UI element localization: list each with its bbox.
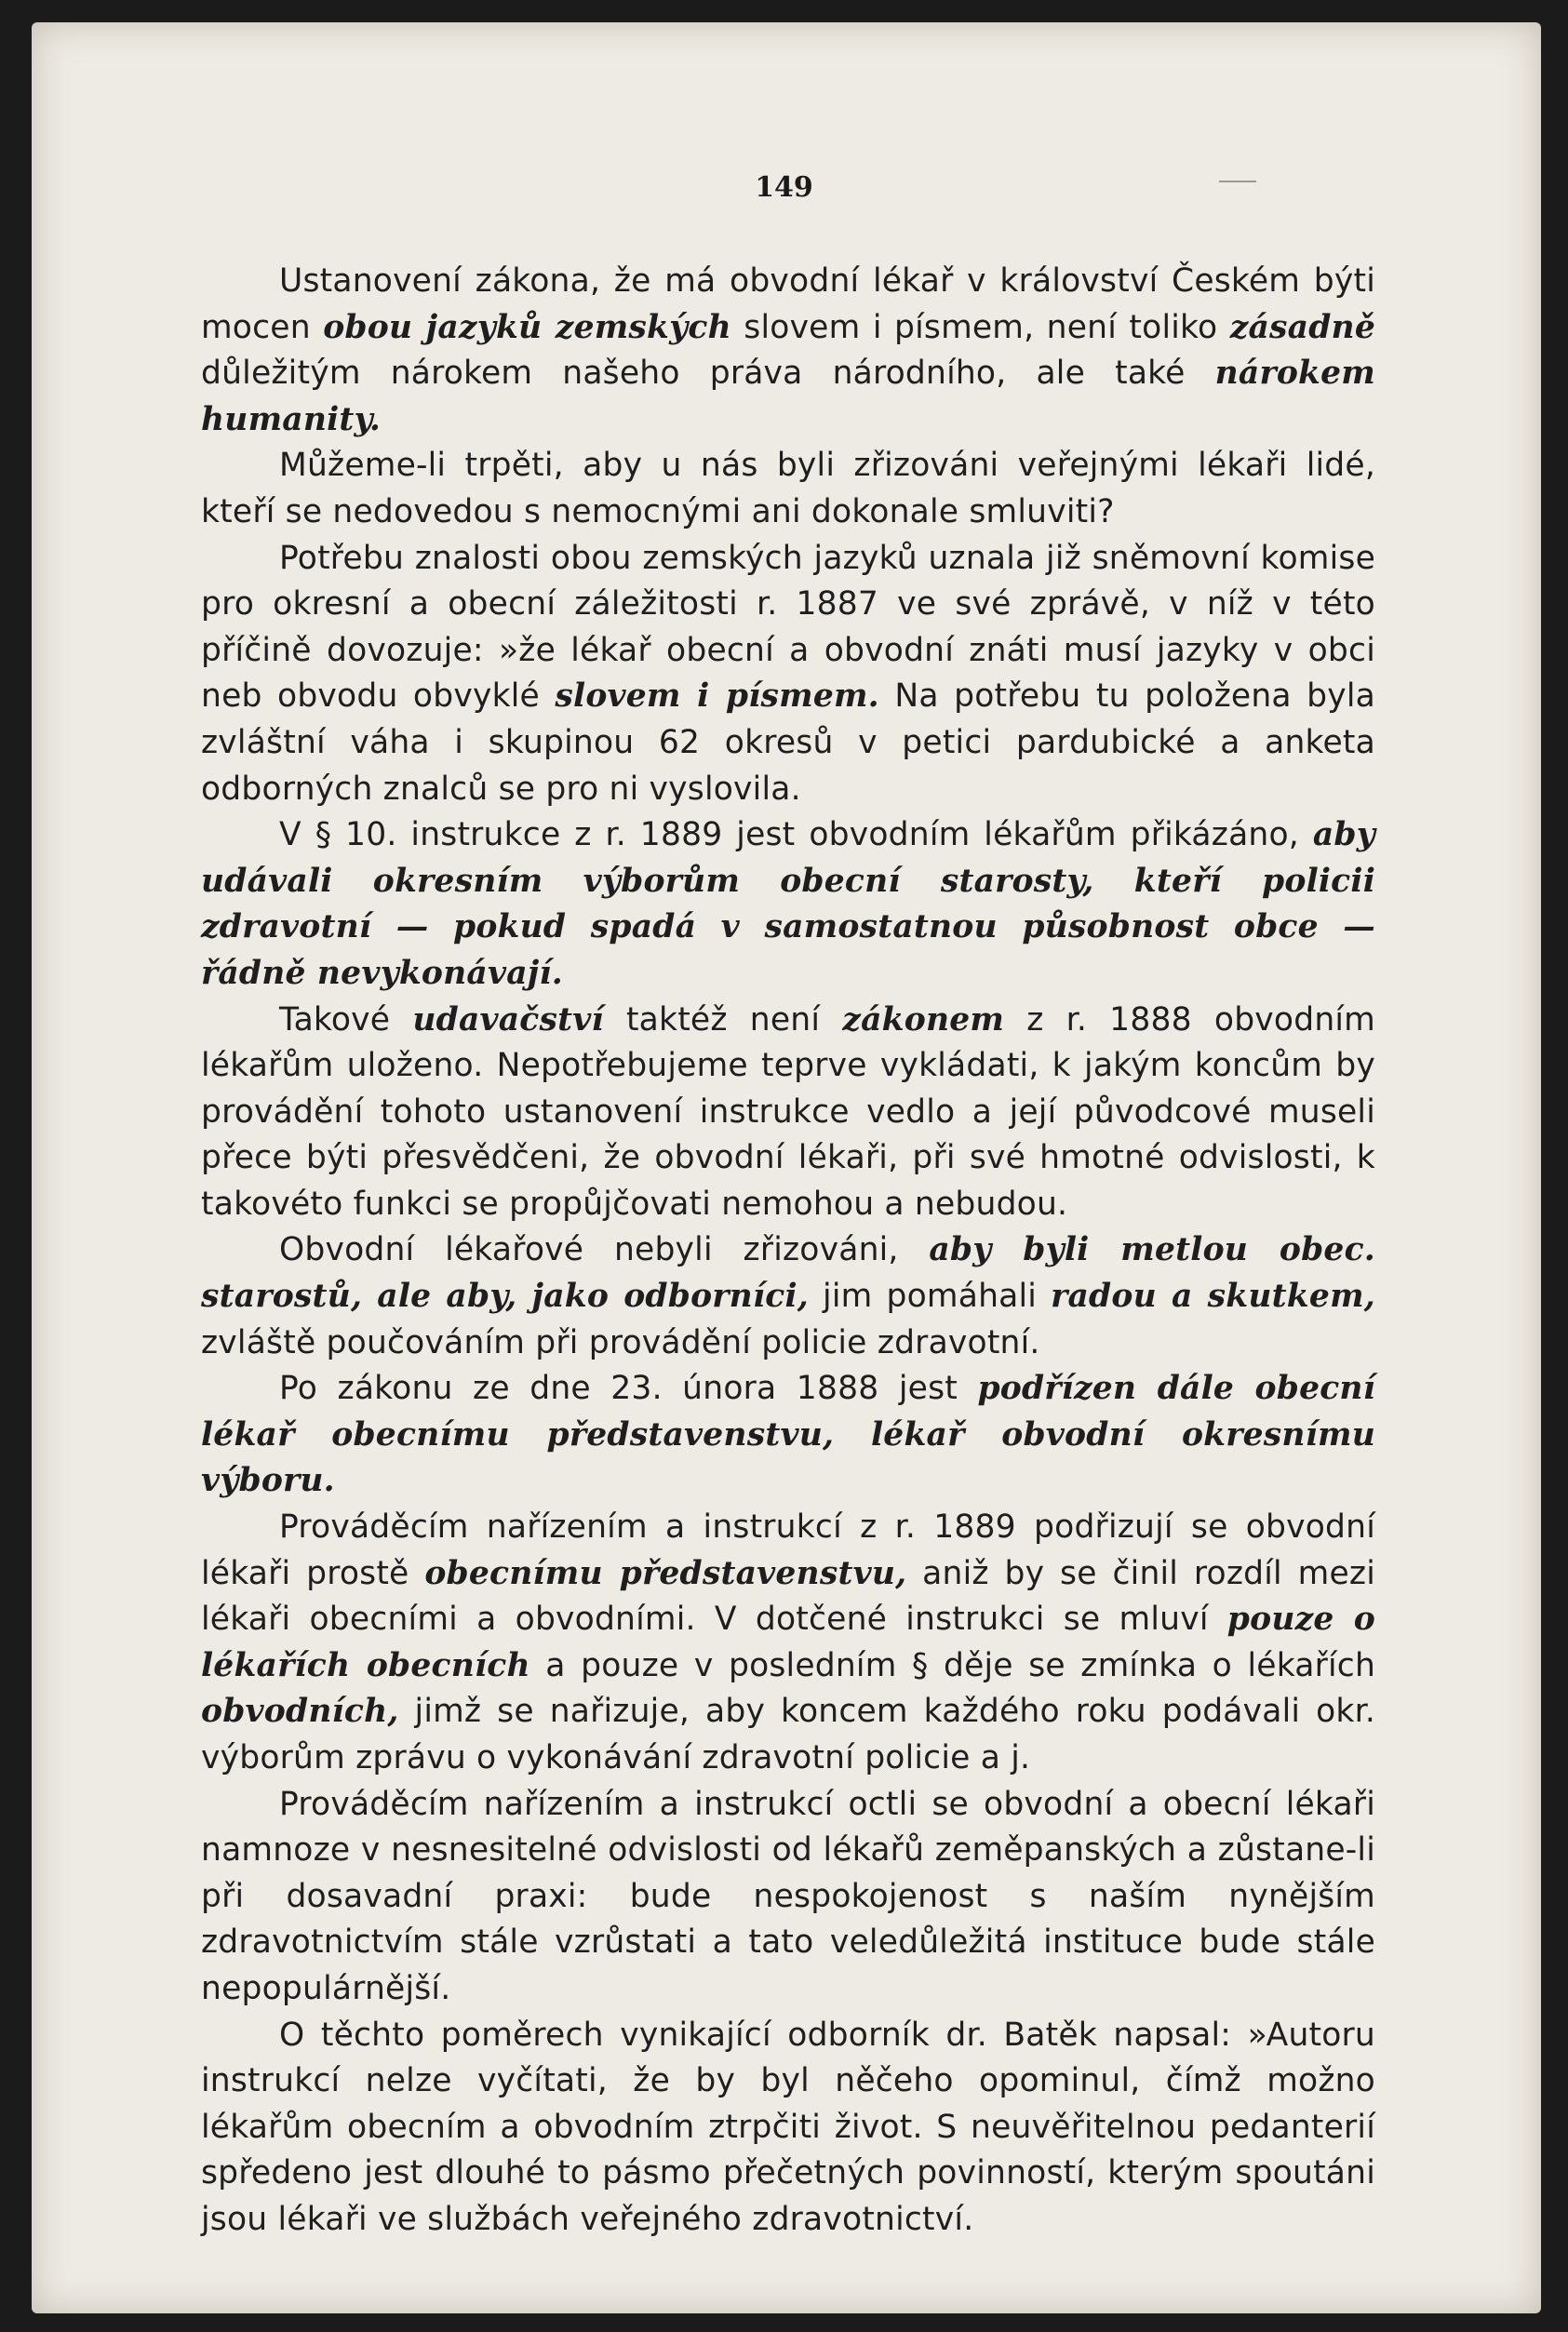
emphasized-text: radou a skutkem, xyxy=(1051,1278,1375,1316)
paragraph xyxy=(201,812,1375,997)
emphasized-text: udavačství xyxy=(412,1000,604,1039)
text-run: V § 10. instrukce z r. 1889 jest obvodním lékařům přikázáno, xyxy=(279,816,1313,854)
text-run: důležitým nárokem našeho práva národního, ale také xyxy=(201,355,1215,393)
emphasized-text: aby byli metlou obec. starostů, ale aby, jako odborníci, xyxy=(201,1231,1375,1316)
emphasized-text: podřízen dále obecní lékař obecnímu představenstvu, lékař obvodní okresnímu výboru. xyxy=(201,1370,1376,1500)
emphasized-text: pouze o lékařích obecních xyxy=(201,1601,1375,1684)
text-run: a pouze v posledním § děje se zmínka o lékařích xyxy=(529,1646,1376,1684)
emphasized-text: nárokem humanity. xyxy=(201,355,1375,438)
text-run: Prováděcím nařízením a instrukcí z r. 1889 podřizují se obvodní lékaři prostě xyxy=(201,1508,1375,1592)
text-run: zvláště poučováním při provádění policie zdravotní. xyxy=(201,1323,1040,1361)
text-run: Takové xyxy=(279,1000,413,1039)
emphasized-text: obvodních, xyxy=(201,1693,399,1731)
text-run: aniž by se činil rozdíl mezi lékaři obecními a obvodními. V dotčené instrukci se mluví xyxy=(201,1554,1375,1639)
text-run: slovem i písmem, není toliko xyxy=(730,308,1230,346)
paragraph xyxy=(201,1366,1375,1505)
text-run: taktéž není xyxy=(603,1000,843,1039)
paragraph xyxy=(201,1227,1375,1366)
text-run: O těchto poměrech vynikající odborník dr. Batěk napsal: »Autoru instrukcí nelze vyčítati, že by byl něčeho opominul, čímž možno lékařům obecním a obvodním ztrpčiti život. S neuvěřitelnou pedanterií spředeno jest dlouhé to pásmo přečetných povinností, kterým spoutáni jsou lékaři ve službách veřejného zdravotnictví. xyxy=(201,2016,1375,2238)
paragraph xyxy=(201,998,1375,1228)
text-run: Na potřebu tu položena byla zvláštní váha i skupinou 62 okresů v petici pardubické a anketa odborných znalců se pro ni vyslovila. xyxy=(201,677,1375,808)
emphasized-text: zákonem xyxy=(842,1000,1005,1039)
body-text xyxy=(201,259,1375,2244)
text-run: Po zákonu ze dne 23. února 1888 jest xyxy=(279,1370,978,1408)
text-run: Potřebu znalosti obou zemských jazyků uznala již sněmovní komise pro okresní a obecní záležitosti r. 1887 ve své zprávě, v níž v této příčině dovozuje: »že lékař obecní a obvodní znáti musí jazyky v obci neb obvodu obvyklé xyxy=(201,539,1375,716)
page-number: 149 xyxy=(755,171,813,204)
text-run: Prováděcím nařízením a instrukcí octli se obvodní a obecní lékaři namnoze v nesnesitelné odvislosti od lékařů zeměpanských a zůstane-li při dosavadní praxi: bude nespokojenost s naším nynějším zdravotnictvím stále vzrůstati a tato veledůležitá instituce bude stále nepopulárnější. xyxy=(201,1785,1375,2007)
text-run: Obvodní lékařové nebyli zřizováni, xyxy=(279,1231,930,1269)
emphasized-text: slovem i písmem. xyxy=(555,677,879,716)
text-run: z r. 1888 obvodním lékařům uloženo. Nepotřebujeme teprve vykládati, k jakým koncům by provádění tohoto ustanovení instrukce vedlo a její původcové museli přece býti přesvědčeni, že obvodní lékaři, při své hmotné odvislosti, k takovéto funkci se propůjčovati nemohou a nebudou. xyxy=(201,1000,1375,1223)
text-run: Ustanovení zákona, že má obvodní lékař v království Českém býti mocen xyxy=(201,262,1375,346)
emphasized-text: obou jazyků zemských xyxy=(323,308,731,346)
paragraph xyxy=(201,259,1375,443)
paragraph xyxy=(201,1782,1375,2013)
emphasized-text: aby udávali okresním výborům obecní starosty, kteří policii zdravotní — pokud spadá v samostatnou působnost obce — řádně nevykonávají. xyxy=(201,816,1375,992)
emphasized-text: zásadně xyxy=(1229,308,1375,346)
text-run: jim pomáhali xyxy=(808,1278,1052,1316)
emphasized-text: obecnímu představenstvu, xyxy=(424,1554,907,1592)
paragraph xyxy=(201,1505,1375,1782)
text-run: Můžeme-li trpěti, aby u nás byli zřizováni veřejnými lékaři lidé, kteří se nedovedou s nemocnými ani dokonale smluviti? xyxy=(201,447,1375,530)
paragraph xyxy=(201,443,1375,535)
paragraph xyxy=(201,2013,1375,2244)
paragraph xyxy=(201,536,1375,813)
text-run: jimž se nařizuje, aby koncem každého roku podávali okr. výborům zprávu o vykonávání zdravotní policie a j. xyxy=(201,1693,1375,1776)
